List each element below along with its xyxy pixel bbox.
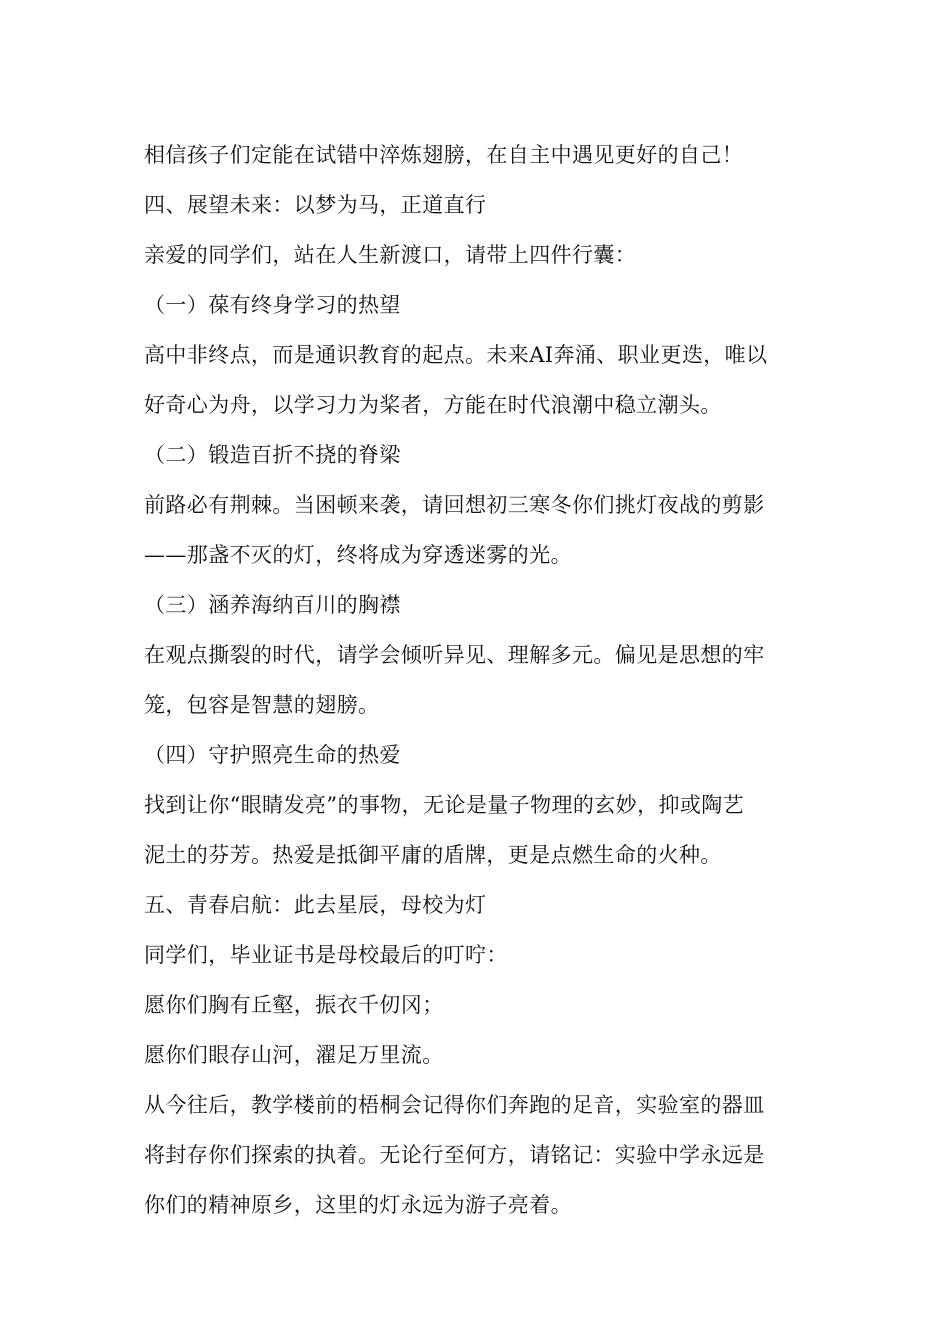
text-line: 笼，包容是智慧的翅膀。 — [144, 693, 380, 717]
text-line: 你们的精神原乡，这里的灯永远为游子亮着。 — [144, 1193, 572, 1217]
text-line: 同学们，毕业证书是母校最后的叮咛： — [144, 943, 508, 967]
section-heading: 五、青春启航：此去星辰，母校为灯 — [144, 893, 487, 917]
text-line: 愿你们胸有丘壑，振衣千仞冈； — [144, 993, 444, 1017]
subsection-heading: （二）锻造百折不挠的脊梁 — [144, 443, 401, 467]
text-line: 前路必有荆棘。当困顿来袭，请回想初三寒冬你们挑灯夜战的剪影 — [144, 493, 765, 517]
document-body — [144, 130, 814, 1230]
section-heading: 四、展望未来：以梦为马，正道直行 — [144, 193, 487, 217]
text-line: 高中非终点，而是通识教育的起点。未来AI奔涌、职业更迭，唯以 — [144, 343, 768, 367]
text-line: 从今往后，教学楼前的梧桐会记得你们奔跑的足音，实验室的器皿 — [144, 1093, 765, 1117]
text-line: 泥土的芬芳。热爱是抵御平庸的盾牌，更是点燃生命的火种。 — [144, 843, 722, 867]
text-line: ——那盏不灭的灯，终将成为穿透迷雾的光。 — [144, 543, 572, 567]
text-line: 将封存你们探索的执着。无论行至何方，请铭记：实验中学永远是 — [144, 1143, 765, 1167]
subsection-heading: （四）守护照亮生命的热爱 — [144, 743, 401, 767]
text-line: 找到让你“眼睛发亮”的事物，无论是量子物理的玄妙，抑或陶艺 — [144, 793, 745, 817]
subsection-heading: （一）葆有终身学习的热望 — [144, 293, 401, 317]
text-line: 相信孩子们定能在试错中淬炼翅膀，在自主中遇见更好的自己！ — [144, 143, 744, 167]
subsection-heading: （三）涵养海纳百川的胸襟 — [144, 593, 401, 617]
text-line: 好奇心为舟，以学习力为桨者，方能在时代浪潮中稳立潮头。 — [144, 393, 722, 417]
text-line: 愿你们眼存山河，濯足万里流。 — [144, 1043, 444, 1067]
text-line: 在观点撕裂的时代，请学会倾听异见、理解多元。偏见是思想的牢 — [144, 643, 765, 667]
text-line: 亲爱的同学们，站在人生新渡口，请带上四件行囊： — [144, 243, 637, 267]
